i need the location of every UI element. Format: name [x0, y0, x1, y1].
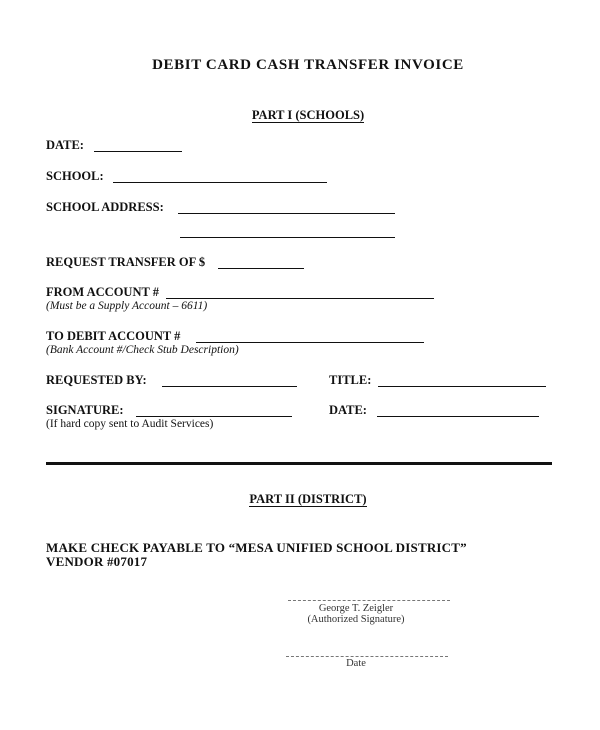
to-debit-account-note: (Bank Account #/Check Stub Description): [46, 344, 239, 356]
date2-field[interactable]: [377, 416, 539, 417]
authorized-signature-line[interactable]: [288, 600, 450, 601]
signer-role: (Authorized Signature): [307, 614, 405, 625]
date-label: DATE:: [46, 138, 84, 152]
school-address-label: SCHOOL ADDRESS:: [46, 200, 164, 214]
school-address-field-1[interactable]: [178, 213, 395, 214]
title-field[interactable]: [378, 386, 546, 387]
from-account-field[interactable]: [166, 298, 434, 299]
requested-by-label: REQUESTED BY:: [46, 373, 147, 387]
document-title: DEBIT CARD CASH TRANSFER INVOICE: [152, 57, 464, 73]
from-account-note: (Must be a Supply Account – 6611): [46, 300, 208, 312]
to-debit-account-label: TO DEBIT ACCOUNT #: [46, 329, 181, 343]
request-transfer-amount-field[interactable]: [218, 268, 304, 269]
signer-name: George T. Zeigler: [318, 603, 394, 614]
part2-heading: [0, 493, 600, 506]
school-label: SCHOOL:: [46, 169, 104, 183]
section-divider: [46, 462, 552, 465]
from-account-label: FROM ACCOUNT #: [46, 285, 159, 299]
part1-heading: [0, 109, 600, 122]
school-address-field-2[interactable]: [180, 237, 395, 238]
requested-by-field[interactable]: [162, 386, 297, 387]
date-caption: Date: [346, 658, 366, 669]
date-field[interactable]: [94, 151, 182, 152]
title-label: TITLE:: [329, 373, 372, 387]
payable-line: MAKE CHECK PAYABLE TO “MESA UNIFIED SCHOOL DISTRICT”: [46, 540, 467, 555]
to-debit-account-field[interactable]: [196, 342, 424, 343]
signature-label: SIGNATURE:: [46, 403, 124, 417]
signature-note: (If hard copy sent to Audit Services): [46, 418, 214, 430]
date2-label: DATE:: [329, 403, 367, 417]
vendor-line: VENDOR #07017: [46, 554, 148, 569]
school-field[interactable]: [113, 182, 327, 183]
district-date-line[interactable]: [286, 656, 448, 657]
signature-field[interactable]: [136, 416, 292, 417]
request-transfer-label: REQUEST TRANSFER OF $: [46, 255, 206, 269]
part1-heading-text: PART I (SCHOOLS): [251, 108, 365, 122]
part2-heading-text: PART II (DISTRICT): [249, 492, 367, 506]
